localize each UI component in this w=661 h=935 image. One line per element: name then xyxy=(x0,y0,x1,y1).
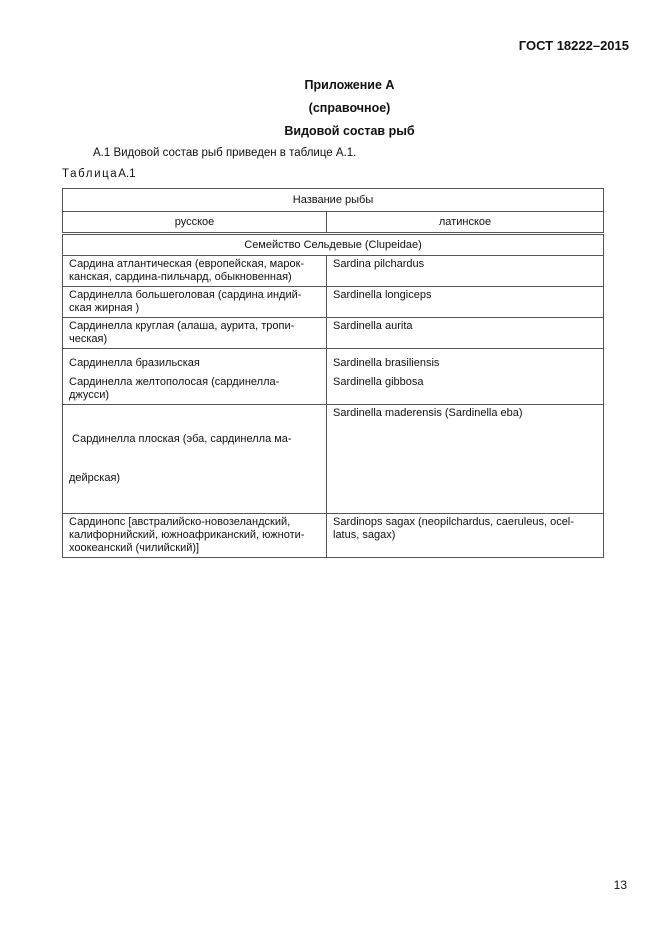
latin-name-line: Sardina pilchardus xyxy=(333,258,425,270)
table-row xyxy=(63,349,604,405)
russian-name-cell xyxy=(63,349,327,405)
header-russian: русское xyxy=(63,212,327,234)
table-caption-number: А.1 xyxy=(118,168,136,180)
russian-name-line: Сардинелла бразильская xyxy=(69,357,200,369)
russian-name-line: хоокеанский (чилийский)] xyxy=(69,542,200,554)
family-name: Семейство Сельдевые (Clupeidae) xyxy=(63,234,604,256)
russian-name-line: Сардинелла плоская (эба, сардинелла ма- xyxy=(69,433,292,445)
latin-name-line: latus, sagax) xyxy=(333,529,396,541)
appendix-title: Приложение А xyxy=(304,78,395,92)
latin-name-cell xyxy=(327,287,604,318)
intro-paragraph: А.1 Видовой состав рыб приведен в таблице А.1. xyxy=(93,147,357,159)
latin-name-line: Sardinops sagax (neopilchardus, caeruleus, ocel- xyxy=(333,516,574,528)
table-row xyxy=(63,514,604,558)
russian-name-cell xyxy=(63,256,327,287)
latin-name-cell xyxy=(327,514,604,558)
header-fish-name: Название рыбы xyxy=(63,189,604,212)
appendix-name: Видовой состав рыб xyxy=(284,124,415,138)
russian-name-line: Сардинелла желтополосая (сардинелла- xyxy=(69,376,280,388)
russian-name-line: Сардина атлантическая (европейская, марок- xyxy=(69,258,305,270)
family-row xyxy=(63,234,604,256)
table-subheader-row xyxy=(63,212,604,234)
table-row xyxy=(63,318,604,349)
russian-name-cell xyxy=(63,318,327,349)
table-caption xyxy=(62,168,136,180)
table-caption-word: Таблица xyxy=(62,168,119,180)
latin-name-line: Sardinella gibbosa xyxy=(333,376,424,388)
russian-name-line: Сардинелла большеголовая (сардина индий- xyxy=(69,289,302,301)
russian-name-line: ская жирная ) xyxy=(69,302,140,314)
latin-name-cell xyxy=(327,405,604,514)
russian-name-line: калифорнийский, южноафриканский, южноти- xyxy=(69,529,305,541)
table-row xyxy=(63,405,604,514)
latin-name-line: Sardinella longiceps xyxy=(333,289,432,301)
latin-name-line: Sardinella maderensis (Sardinella eba) xyxy=(333,407,523,419)
russian-name-line: Сардинелла круглая (алаша, аурита, тропи- xyxy=(69,320,295,332)
page-number: 13 xyxy=(613,878,627,892)
latin-name-line: Sardinella brasiliensis xyxy=(333,357,440,369)
latin-name-line: Sardinella aurita xyxy=(333,320,413,332)
table-header-row xyxy=(63,189,604,212)
russian-name-cell xyxy=(63,405,327,514)
fish-species-table xyxy=(62,188,604,558)
table-row xyxy=(63,256,604,287)
russian-name-line: дейрская) xyxy=(69,472,121,484)
russian-name-line: Сардинопс [австралийско-новозеландский, xyxy=(69,516,291,528)
russian-name-line: ческая) xyxy=(69,333,108,345)
appendix-status: (справочное) xyxy=(308,101,391,115)
russian-name-line: канская, сардина-пильчард, обыкновенная) xyxy=(69,271,292,283)
latin-name-cell xyxy=(327,256,604,287)
table-row xyxy=(63,287,604,318)
russian-name-cell xyxy=(63,514,327,558)
latin-name-cell xyxy=(327,349,604,405)
russian-name-line: джусси) xyxy=(69,389,110,401)
header-latin: латинское xyxy=(327,212,604,234)
latin-name-cell xyxy=(327,318,604,349)
document-code: ГОСТ 18222–2015 xyxy=(518,38,629,53)
russian-name-cell xyxy=(63,287,327,318)
